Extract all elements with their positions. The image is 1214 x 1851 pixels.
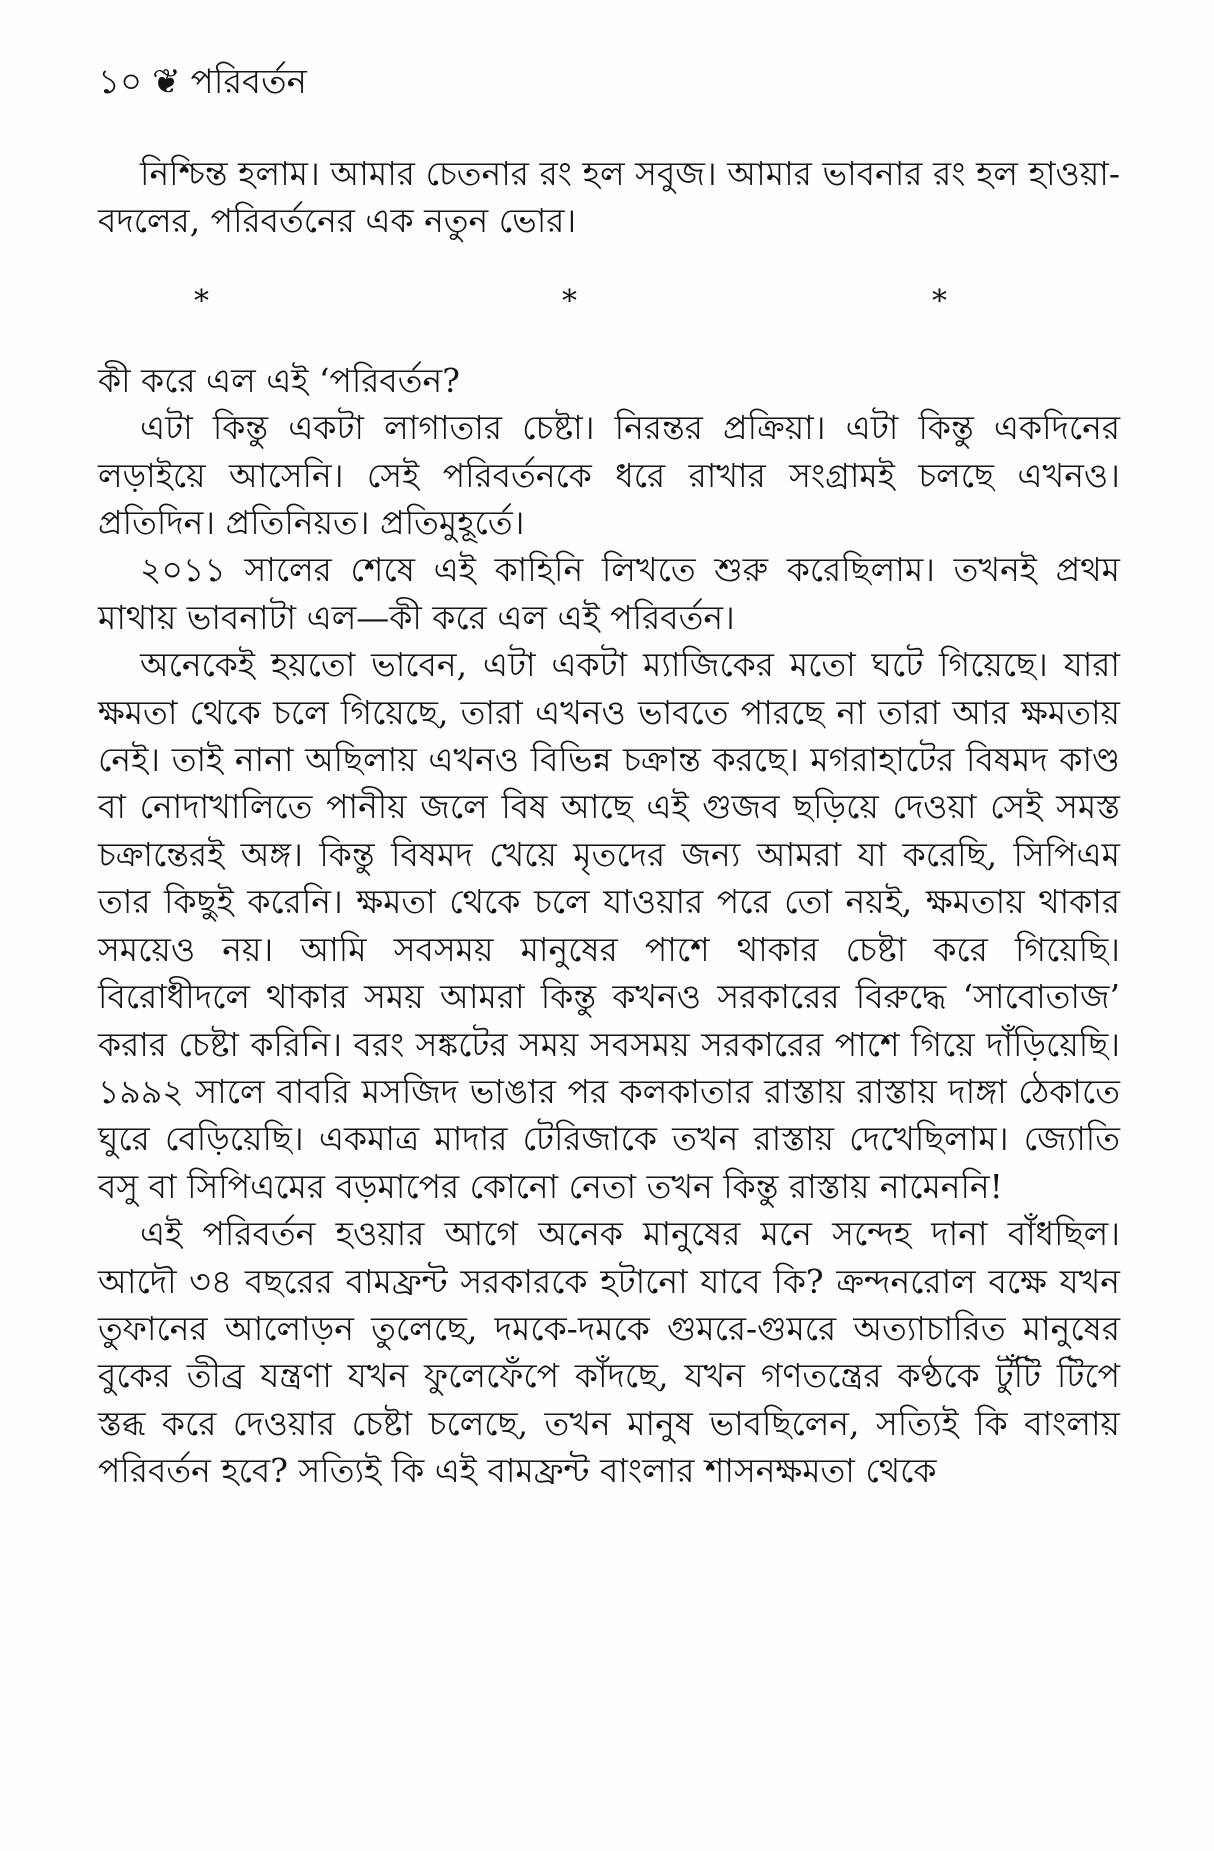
ornament-icon: ❦ — [152, 62, 181, 102]
section-break-star: * — [562, 283, 577, 319]
section-break — [98, 245, 1120, 357]
paragraph: এটা কিন্তু একটা লাগাতার চেষ্টা। নিরন্তর প্রক্রিয়া। এটা কিন্তু একদিনের লড়াইয়ে আসেনি। সেই পরিবর্তনকে ধরে রাখার সংগ্রামই চলছে এখনও। প্রতিদিন। প্রতিনিয়ত। প্রতিমুহূর্তে। — [98, 408, 1120, 543]
paragraph-opening: নিশ্চিন্ত হলাম। আমার চেতনার রং হল সবুজ। আমার ভাবনার রং হল হাওয়া-বদলের, পরিবর্তনের এক নতুন ভোর। — [98, 154, 1120, 241]
page-number: ১০ — [98, 62, 143, 102]
paragraph: ২০১১ সালের শেষে এই কাহিনি লিখতে শুরু করেছিলাম। তখনই প্রথম মাথায় ভাবনাটা এল—কী করে এল এই পরিবর্তন। — [98, 550, 1120, 637]
section-break-star: * — [194, 283, 209, 319]
paragraph: এই পরিবর্তন হওয়ার আগে অনেক মানুষের মনে সন্দেহ দানা বাঁধছিল। আদৌ ৩৪ বছরের বামফ্রন্ট সরকারকে হটানো যাবে কি? ক্রন্দনরোল বক্ষে যখন তুফানের আলোড়ন তুলেছে, দমকে-দমকে গুমরে-গুমরে অত্যাচারিত মানুষের বুকের তীব্র যন্ত্রণা যখন ফুলেফেঁপে কাঁদছে, যখন গণতন্ত্রের কণ্ঠকে টুঁটি টিপে স্তব্ধ করে দেওয়ার চেষ্টা চলেছে, তখন মানুষ ভাবছিলেন, সত্যিই কি বাংলায় পরিবর্তন হবে? সত্যিই কি এই বামফ্রন্ট বাংলার শাসনক্ষমতা থেকে — [98, 1214, 1120, 1491]
paragraph: অনেকেই হয়তো ভাবেন, এটা একটা ম্যাজিকের মতো ঘটে গিয়েছে। যারা ক্ষমতা থেকে চলে গিয়েছে, তারা এখনও ভাবতে পারছে না তারা আর ক্ষমতায় নেই। তাই নানা অছিলায় এখনও বিভিন্ন চক্রান্ত করছে। মগরাহাটের বিষমদ কাণ্ড বা নোদাখালিতে পানীয় জলে বিষ আছে এই গুজব ছড়িয়ে দেওয়া সেই সমস্ত চক্রান্তেরই অঙ্গ। কিন্তু বিষমদ খেয়ে মৃতদের জন্য আমরা যা করেছি, সিপিএম তার কিছুই করেনি। ক্ষমতা থেকে চলে যাওয়ার পরে তো নয়ই, ক্ষমতায় থাকার সময়েও নয়। আমি সবসময় মানুষের পাশে থাকার চেষ্টা করে গিয়েছি। বিরোধীদলে থাকার সময় আমরা কিন্তু কখনও সরকারের বিরুদ্ধে ‘সাবোতাজ’ করার চেষ্টা করিনি। বরং সঙ্কটের সময় সবসময় সরকারের পাশে গিয়ে দাঁড়িয়েছি। ১৯৯২ সালে বাবরি মসজিদ ভাঙার পর কলকাতার রাস্তায় রাস্তায় দাঙ্গা ঠেকাতে ঘুরে বেড়িয়েছি। একমাত্র মাদার টেরিজাকে তখন রাস্তায় দেখেছিলাম। জ্যোতি বসু বা সিপিএমের বড়মাপের কোনো নেতা তখন কিন্তু রাস্তায় নামেননি! — [98, 645, 1120, 1206]
section-question: কী করে এল এই ‘পরিবর্তন? — [98, 360, 460, 400]
running-header — [98, 62, 307, 102]
section-break-star: * — [932, 283, 947, 319]
running-title: পরিবর্তন — [190, 62, 307, 102]
body-text — [98, 150, 1120, 1495]
